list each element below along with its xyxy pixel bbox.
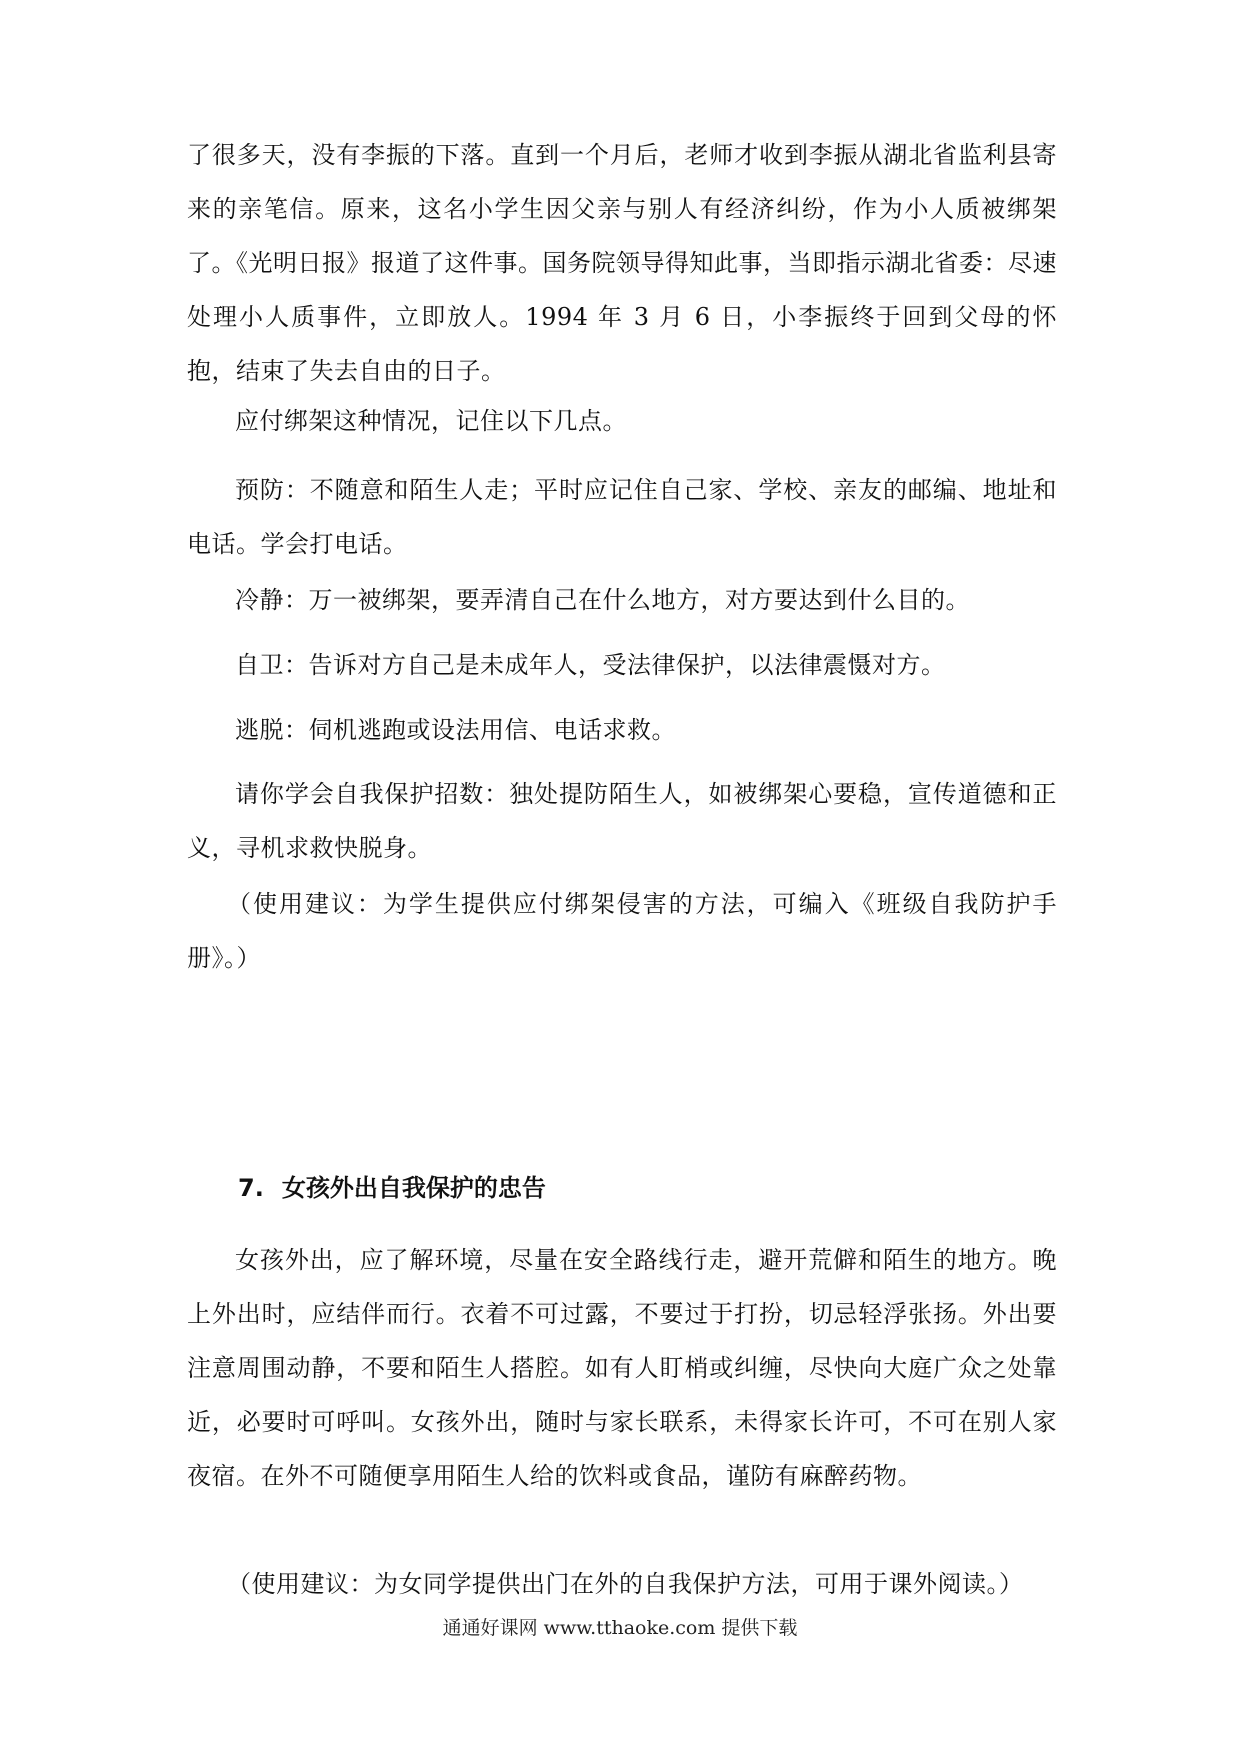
paragraph-usage-note-2: （使用建议：为女同学提供出门在外的自我保护方法，可用于课外阅读。） — [227, 1570, 1024, 1598]
page-footer: 通通好课网 www.tthaoke.com 提供下载 — [442, 1617, 798, 1639]
paragraph-kidnapping-story: 了很多天，没有李振的下落。直到一个月后，老师才收到李振从湖北省监利县寄来的亲笔信。原来，这名小学生因父亲与别人有经济纠纷，作为小人质被绑架了。《光明日报》报道了这件事。国务院领导得知此事，当即指示湖北省委：尽速处理小人质事件，立即放人。1994 年 3 月 6 日，小李振终于回到父母的怀抱，结束了失去自由的日子。 — [187, 141, 1057, 385]
paragraph-self-defense: 自卫：告诉对方自己是未成年人，受法律保护，以法律震慑对方。 — [235, 651, 946, 679]
section-number: 7. — [238, 1174, 264, 1202]
section-title: 女孩外出自我保护的忠告 — [281, 1174, 546, 1202]
paragraph-girls-outing-advice: 女孩外出，应了解环境，尽量在安全路线行走，避开荒僻和陌生的地方。晚上外出时，应结伴而行。衣着不可过露，不要过于打扮，切忌轻浮张扬。外出要注意周围动静，不要和陌生人搭腔。如有人盯梢或纠缠，尽快向大庭广众之处靠近，必要时可呼叫。女孩外出，随时与家长联系，未得家长许可，不可在别人家夜宿。在外不可随便享用陌生人给的饮料或食品，谨防有麻醉药物。 — [187, 1246, 1057, 1490]
paragraph-prevention: 预防：不随意和陌生人走；平时应记住自己家、学校、亲友的邮编、地址和电话。学会打电话。 — [187, 476, 1057, 558]
paragraph-calm: 冷静：万一被绑架，要弄清自己在什么地方，对方要达到什么目的。 — [235, 586, 970, 614]
paragraph-self-protection-tips: 请你学会自我保护招数：独处提防陌生人，如被绑架心要稳，宣传道德和正义，寻机求救快脱身。 — [187, 780, 1057, 862]
paragraph-intro-points: 应付绑架这种情况，记住以下几点。 — [235, 407, 627, 435]
paragraph-usage-note-1: （使用建议：为学生提供应付绑架侵害的方法，可编入《班级自我防护手册》。） — [187, 890, 1057, 972]
paragraph-escape: 逃脱：伺机逃跑或设法用信、电话求救。 — [235, 716, 676, 744]
section-heading — [238, 1168, 546, 1208]
